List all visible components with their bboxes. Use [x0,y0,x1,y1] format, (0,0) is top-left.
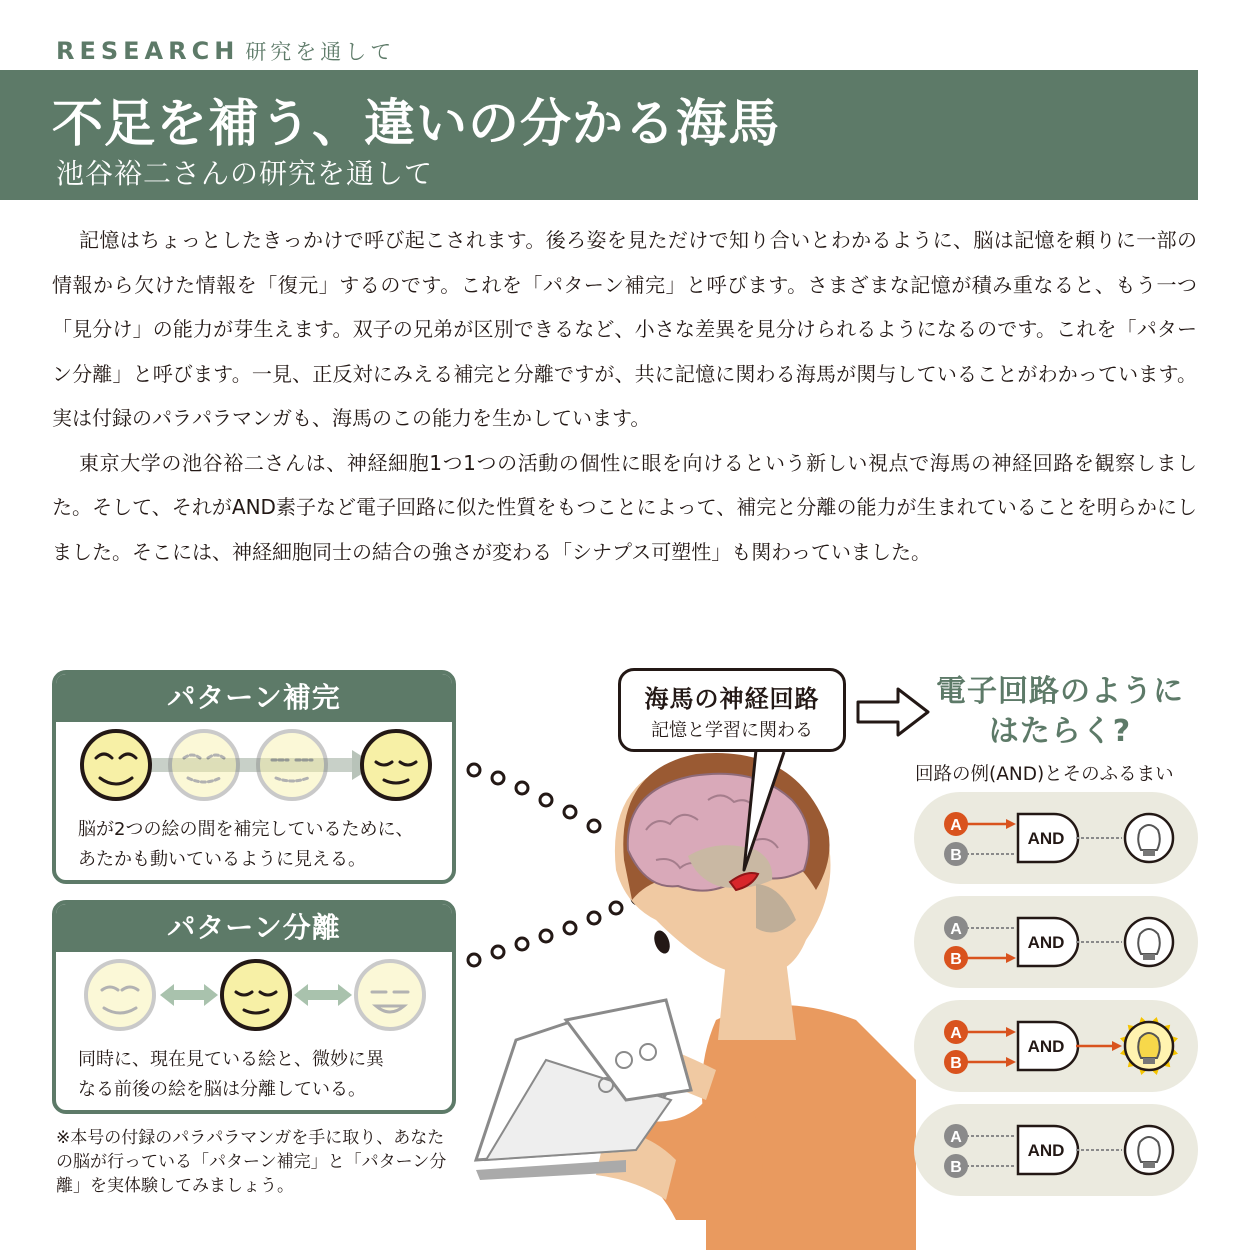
input-a-icon [944,1124,968,1148]
and-gate-diagram [914,896,1198,988]
svg-text:B: B [950,847,962,864]
faded-face-icon [258,731,326,799]
circuit-panel-title-line1: 電子回路のように [936,674,1184,709]
svg-text:A: A [950,1025,962,1042]
and-gate-diagram [914,792,1198,884]
title-banner [0,70,1198,200]
content-face-icon [362,731,430,799]
article-body [52,218,1197,574]
and-gate-row [914,792,1198,884]
footnote: ※本号の付録のパラパラマンガを手に取り、あなたの脳が行っている「パターン補完」と「パターン分離」を実体験してみましょう。 [56,1128,447,1196]
section-kicker [56,36,395,66]
svg-text:B: B [950,951,962,968]
article-paragraph-2: 東京大学の池谷裕二さんは、神経細胞1つ1つの活動の個性に眼を向けるという新しい視点で海馬の神経回路を観察しました。そして、それがAND素子など電子回路に似た性質をもつことによって、補完と分離の能力が生まれていることを明らかにしました。そこには、神経細胞同士の結合の強さが変わる「シナプス可塑性」も関わっていました。 [52,450,1197,564]
and-gate-row [914,896,1198,988]
page-subtitle: 池谷裕二さんの研究を通して [56,157,434,190]
and-gate-diagram [914,1000,1198,1092]
pattern-completion-faces [56,722,452,812]
pattern-separation-card [52,900,456,1114]
and-gate-diagram [914,1104,1198,1196]
kicker-en: RESEARCH [56,37,240,65]
and-gate-row [914,1104,1198,1196]
light-bulb-icon [1125,918,1173,966]
svg-text:B: B [950,1159,962,1176]
faded-face-icon [170,731,238,799]
and-gate-row [914,1000,1198,1092]
pattern-separation-caption-2: なる前後の絵を脳は分離している。 [78,1079,366,1100]
article-paragraph-1: 記憶はちょっとしたきっかけで呼び起こされます。後ろ姿を見ただけで知り合いとわかるように、脳は記憶を頼りに一部の情報から欠けた情報を「復元」するのです。これを「パターン補完」と呼びます。さまざまな記憶が積み重なると、もう一つ「見分け」の能力が芽生えます。双子の兄弟が区別できるなど、小さな差異を見分けられるようになるのです。これを「パターン分離」と呼びます。一見、正反対にみえる補完と分離ですが、共に記憶に関わる海馬が関与していることがわかっています。実は付録のパラパラマンガも、海馬のこの能力を生かしています。 [52,228,1197,430]
and-gate-label: AND [1027,1037,1065,1056]
content-face-icon [222,961,290,1029]
pattern-separation-title: パターン分離 [56,904,452,952]
and-gate-label: AND [1027,829,1065,848]
faded-face-icon [356,961,424,1029]
light-bulb-icon [1125,814,1173,862]
kicker-ja: 研究を通して [245,40,396,64]
smile-face-icon [82,731,150,799]
light-bulb-icon [1125,1126,1173,1174]
input-b-icon [944,1050,968,1074]
input-a-icon [944,1020,968,1044]
svg-text:A: A [950,817,962,834]
pattern-completion-caption-2: あたかも動いているように見える。 [78,849,366,870]
input-b-icon [944,842,968,866]
pattern-separation-faces [56,952,452,1042]
input-a-icon [944,812,968,836]
hippocampus-callout [618,668,846,752]
completion-faces-illustration [56,722,452,812]
circuit-panel-title-line2: はたらく? [988,714,1132,749]
pattern-separation-caption-1: 同時に、現在見ている絵と、微妙に異 [78,1049,384,1070]
callout-title: 海馬の神経回路 [644,685,820,713]
pattern-completion-caption-1: 脳が2つの絵の間を補完しているために、 [78,819,414,840]
pattern-completion-title: パターン補完 [56,674,452,722]
input-a-icon [944,916,968,940]
and-gate-label: AND [1027,1141,1065,1160]
svg-text:A: A [950,1129,962,1146]
circuit-panel-subtitle: 回路の例(AND)とそのふるまい [915,764,1174,785]
input-b-icon [944,946,968,970]
separation-faces-illustration [56,952,452,1042]
light-bulb-icon [1120,1017,1178,1075]
page-title: 不足を補う、違いの分かる海馬 [52,95,781,154]
callout-subtitle: 記憶と学習に関わる [651,720,813,741]
circuit-panel-title [900,672,1220,752]
and-gate-label: AND [1027,933,1065,952]
svg-text:B: B [950,1055,962,1072]
pattern-completion-card [52,670,456,884]
svg-text:A: A [950,921,962,938]
faded-face-icon [86,961,154,1029]
input-b-icon [944,1154,968,1178]
